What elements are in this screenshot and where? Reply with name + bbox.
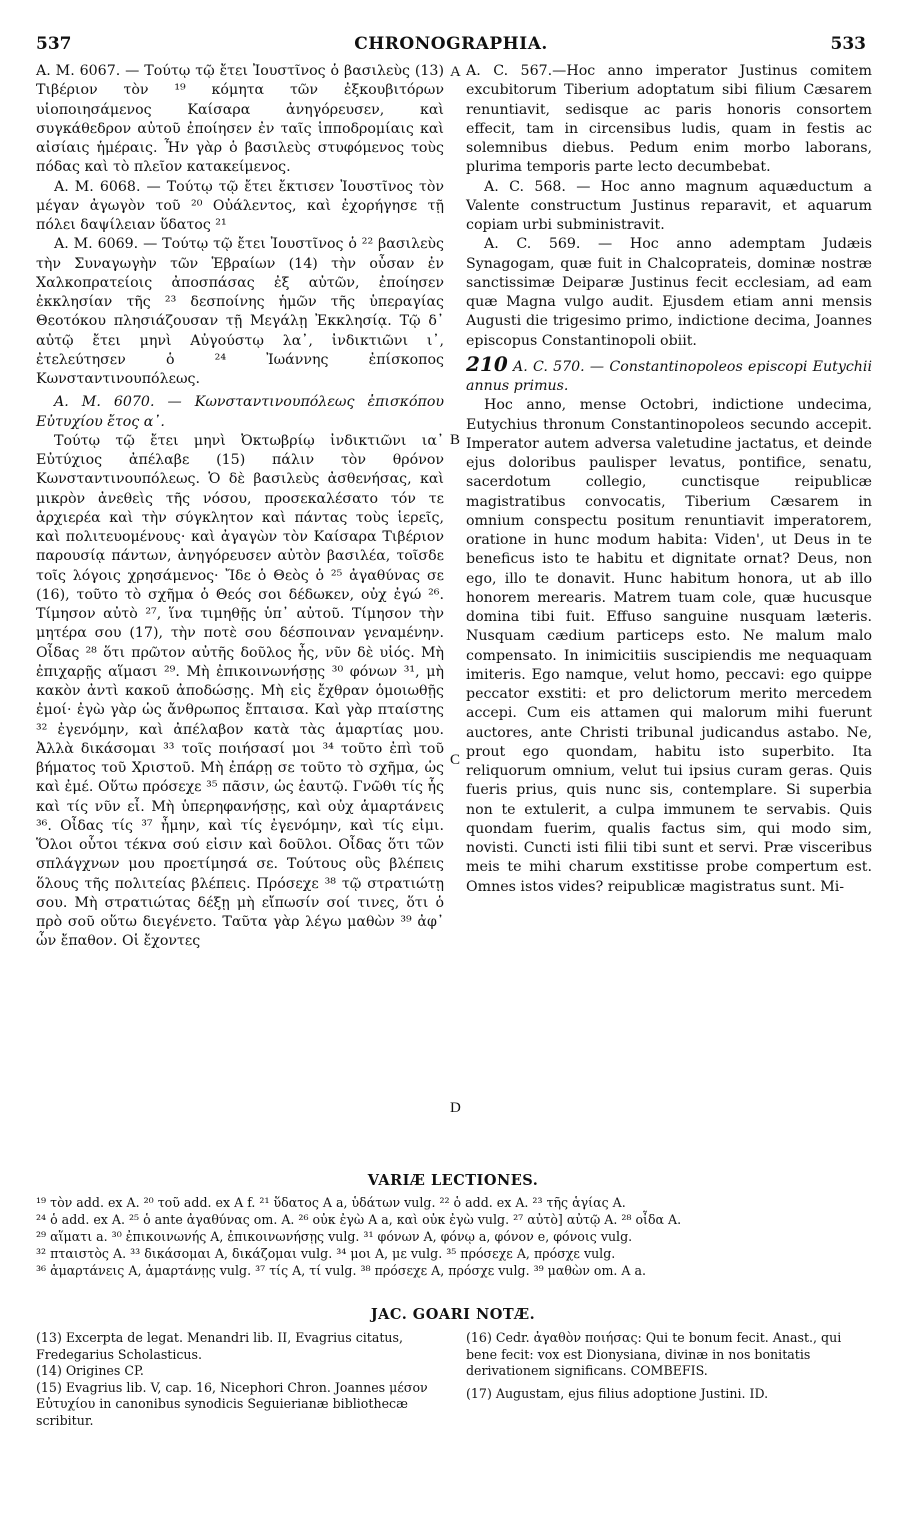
margin-letter-d: D xyxy=(450,1100,461,1116)
latin-paragraph: A. C. 569. — Hoc anno ademptam Judæis Synagogam, quæ fuit in Chalcoprateis, dominæ nostræ sanctissimæ Deiparæ Justinus fecit ecclesiam, ad eam quæ Magna vulgo audit. Ejusdem etiam anni mensis Augusti die trigesimo primo, indictione decima, Joannes episcopus Constantinopoli obiit. xyxy=(466,236,872,349)
latin-year-heading-text: A. C. 570. — Constantinopoleos episcopi Eutychii annus primus. xyxy=(466,358,872,394)
greek-paragraph: Τούτῳ τῷ ἔτει μηνὶ Ὀκτωβρίῳ ἰνδικτιῶνι ια᾽ Εὐτύχιος ἀπέλαβε (15) πάλιν τὸν θρόνον Κωνσταντινουπόλεως. Ὁ δὲ βασιλεὺς ἀσθενήσας, καὶ μικρὸν ἀνεθεὶς τῆς νόσου, προσεκαλέσατο τόν τε ἀρχιερέα καὶ τὴν σύγκλητον καὶ πάντας τοὺς ἱερεῖς, καὶ πολιτευομένους· καὶ ἀγαγὼν τὸν Καίσαρα Τιβέριον παρουσίᾳ πάντων, ἀνηγόρευσεν αὐτὸν βασιλέα, τοῖσδε τοῖς λόγοις χρησάμενος· Ἴδε ὁ Θεὸς ὁ ²⁵ ἀγαθύνας σε (16), τοῦτο τὸ σχῆμα ὁ Θεός σοι δέδωκεν, οὐχ ἐγώ ²⁶. Τίμησον αὐτὸ ²⁷, ἵνα τιμηθῇς ὑπ᾽ αὐτοῦ. Τίμησον τὴν μητέρα σου (17), τὴν ποτὲ σου δέσποιναν γεναμένην. Οἶδας ²⁸ ὅτι πρῶτον αὐτῆς δοῦλος ἦς, νῦν δὲ υἱός. Μὴ ἐπιχαρῇς αἵμασι ²⁹. Μὴ ἐπικοινωνήσῃς ³⁰ φόνων ³¹, μὴ κακὸν ἀντὶ κακοῦ ἀποδώσῃς. Μὴ εἰς ἔχθραν ὁμοιωθῇς ἐμοί· ἐγὼ γὰρ ὡς ἄνθρωπος ἔπταισα. Καὶ γὰρ πταίστης ³² ἐγενόμην, καὶ ἀπέλαβον κατὰ τὰς ἁμαρτίας μου. Ἀλλὰ δικάσομαι ³³ τοῖς ποιήσασί μοι ³⁴ τοῦτο ἐπὶ τοῦ βήματος τοῦ Χριστοῦ. Μὴ ἐπάρῃ σε τοῦτο τὸ σχῆμα, ὡς καὶ ἐμέ. Οὕτω πρόσεχε ³⁵ πᾶσιν, ὡς ἑαυτῷ. Γνῶθι τίς ἧς καὶ τίς νῦν εἶ. Μὴ ὑπερηφανήσῃς, καὶ οὐχ ἁμαρτάνεις ³⁶. Οἶδας τίς ³⁷ ἦμην, καὶ τίς ἐγενόμην, καὶ τίς εἰμι. Ὅλοι οὗτοι τέκνα σού εἰσιν καὶ δοῦλοι. Οἶδας ὅτι τῶν σπλάγχνων μου προετίμησά σε. Τούτους οὓς βλέπεις ὅλους τῆς πολιτείας βλέπεις. Πρόσεχε ³⁸ τῷ στρατιώτῃ σου. Μὴ στρατιώτας δέξῃ μὴ εἴπωσίν σοί τινες, ὅτι ὁ πρὸ σοῦ οὕτω διεγένετο. Ταῦτα γὰρ λέγω μαθὼν ³⁹ ἀφ᾽ ὧν ἔπαθον. Οἱ ἔχοντες xyxy=(36,432,444,950)
running-title: CHRONOGRAPHIA. xyxy=(354,34,548,54)
note: (14) Origines CP. xyxy=(36,1363,144,1378)
latin-paragraph: A. C. 568. — Hoc anno magnum aquæductum a Valente constructum Justinus reparavit, et aquarum copiam urbi subministravit. xyxy=(466,178,872,233)
variant-row: ²⁹ αἵματι a. ³⁰ ἐπικοινωνής A, ἐπικοινωνήσῃς vulg. ³¹ φόνων A, φόνῳ a, φόνον e, φόνοις vulg. xyxy=(36,1229,633,1244)
greek-year-heading: A. M. 6070. — Κωνσταντινουπόλεως ἐπισκόπου Εὐτυχίου ἔτος α᾽. xyxy=(36,394,444,430)
margin-letter-b: B xyxy=(450,432,461,448)
variant-row: ³² πταιστὸς A. ³³ δικάσομαι A, δικάζομαι vulg. ³⁴ μοι A, με vulg. ³⁵ πρόσεχε A, πρόσχε vulg. xyxy=(36,1246,616,1261)
variant-row: ¹⁹ τὸν add. ex A. ²⁰ τοῦ add. ex A f. ²¹ ὕδατος A a, ὑδάτων vulg. ²² ὁ add. ex A. ²³ τῆς ἁγίας A. xyxy=(36,1195,626,1210)
note: (17) Augustam, ejus filius adoptione Justini. ID. xyxy=(466,1385,769,1401)
latin-paragraph: Hoc anno, mense Octobri, indictione undecima, Eutychius thronum Constantinopoleos secundo accepit. Imperator autem adversa valetudine jactatus, et deinde ejus doloribus paulisper levatus, pontifice, senatu, sacerdotum collegio, cunctisque reipublicæ magistratibus convocatis, Tiberium Cæsarem in omnium conspectu positum renuntiavit imperatorem, oratione in hunc modum habita: Viden', ut Deus in te beneficus isto te habitu et dignitate ornat? Deus, non ego, illo te donavit. Hunc habitum honora, ut ab illo honorem merearis. Matrem tuam cole, quæ hucusque domina tibi fuit. Effuso sanguine nusquam læteris. Nusquam cædium particeps esto. Ne malum malo compensato. In inimicitiis suscipiendis me nequaquam imiteris. Ego namque, velut homo, peccavi: ego quippe peccator exstiti: et pro delictorum merito mercedem accepi. Cum eis attamen qui malorum mihi fuerunt auctores, ante Christi tribunal judicandus astabo. Ne, prout ego quondam, habitu isto superbito. Ita reliquorum omnium, velut tui ipsius curam geras. Quis fueris prius, quis nunc sis, contemplare. Si superbia non te extulerit, a culpa immunem te servabis. Quis quondam fuerim, qualis factus sim, qui modo sim, novisti. Cuncti isti filii tibi sunt et servi. Præ visceribus meis te mihi charum exstitisse probe compertum est. Omnes istos vides? reipublicæ magistratus sunt. Mi- xyxy=(466,397,872,895)
note: (15) Evagrius lib. V, cap. 16, Nicephori Chron. Joannes μέσον Εὐτυχίου in canonibus synodicis Seguierianæ bibliothecæ scribitur. xyxy=(36,1379,428,1428)
section-number: 210 xyxy=(466,351,508,376)
note: (13) Excerpta de legat. Menandri lib. II, Evagrius citatus, Fredegarius Scholasticus. xyxy=(36,1330,404,1362)
notae-title: JAC. GOARI NOTÆ. xyxy=(370,1306,536,1323)
greek-paragraph: A. M. 6068. — Τούτῳ τῷ ἔτει ἔκτισεν Ἰουστῖνος τὸν μέγαν ἀγωγὸν τοῦ ²⁰ Οὐάλεντος, καὶ ἐχορήγησε τῇ πόλει δαψίλειαν ὕδατος ²¹ xyxy=(36,178,444,233)
greek-column xyxy=(36,62,444,952)
page-number-left: 537 xyxy=(36,34,72,54)
greek-paragraph: A. M. 6069. — Τούτῳ τῷ ἔτει Ἰουστῖνος ὁ ²² βασιλεὺς τὴν Συναγωγὴν τῶν Ἑβραίων (14) τὴν οὖσαν ἐν Χαλκοπρατείοις ἀποσπάσας ἐξ αὐτῶν, ἐποίησεν ἐκκλησίαν τῆς ²³ δεσποίνης ἡμῶν τῆς ὑπεραγίας Θεοτόκου πλησιάζουσαν τῇ Μεγάλῃ Ἐκκλησίᾳ. Τῷ δ᾽ αὐτῷ ἔτει μηνὶ Αὐγούστῳ λα᾽, ἰνδικτιῶνι ι᾽, ἐτελεύτησεν ὁ ²⁴ Ἰωάννης ἐπίσκοπος Κωνσταντινουπόλεως. xyxy=(36,236,444,387)
margin-letter-a: A xyxy=(450,64,461,80)
latin-year-heading xyxy=(466,351,872,397)
running-header xyxy=(36,34,866,58)
latin-column xyxy=(466,62,872,897)
notes-left-column xyxy=(36,1330,446,1429)
margin-letter-c: C xyxy=(450,752,461,768)
variant-row: ³⁶ ἁμαρτάνεις A, ἁμαρτάνῃς vulg. ³⁷ τίς A, τί vulg. ³⁸ πρόσεχε A, πρόσχε vulg. ³⁹ μαθὼν om. A a. xyxy=(36,1263,647,1278)
notes-right-column xyxy=(466,1330,872,1402)
page-number-right: 533 xyxy=(830,34,866,54)
note: (16) Cedr. ἀγαθὸν ποιήσας: Qui te bonum fecit. Anast., qui bene fecit: vox est Dionysiana, divinæ in nos bonitatis derivationem significans. COMBEFIS. xyxy=(466,1330,842,1378)
variant-row: ²⁴ ὁ add. ex A. ²⁵ ὁ ante ἀγαθύνας om. A. ²⁶ οὐκ ἐγὼ A a, καὶ οὐκ ἐγὼ vulg. ²⁷ αὐτὸ] αὐτῷ A. ²⁸ οἶδα A. xyxy=(36,1212,682,1227)
greek-paragraph: A. M. 6067. — Τούτῳ τῷ ἔτει Ἰουστῖνος ὁ βασιλεὺς (13) Τιβέριον τὸν ¹⁹ κόμητα τῶν ἐξκουβιτόρων υἱοποιησάμενος Καίσαρα ἀνηγόρευσεν, καὶ συγκάθεδρον αὐτοῦ ἐποίησεν ἐν ταῖς ἱπποδρομίαις καὶ αἰσίαις ἡμέραις. Ἦν γὰρ ὁ βασιλεὺς στυφόμενος τοὺς πόδας καὶ τὸ πλεῖον κατακείμενος. xyxy=(36,63,444,176)
variae-title: VARIÆ LECTIONES. xyxy=(367,1172,539,1189)
variae-lectiones xyxy=(36,1194,872,1279)
latin-paragraph: A. C. 567.—Hoc anno imperator Justinus comitem excubitorum Tiberium adoptatum sibi filium Cæsarem renuntiavit, sedisque ac paris honoris consortem effecit, tam in circensibus ludis, quam in festis ac solemnibus diebus. Pedum enim morbo laborans, plurima temporis parte lecto decumbebat. xyxy=(466,63,872,176)
